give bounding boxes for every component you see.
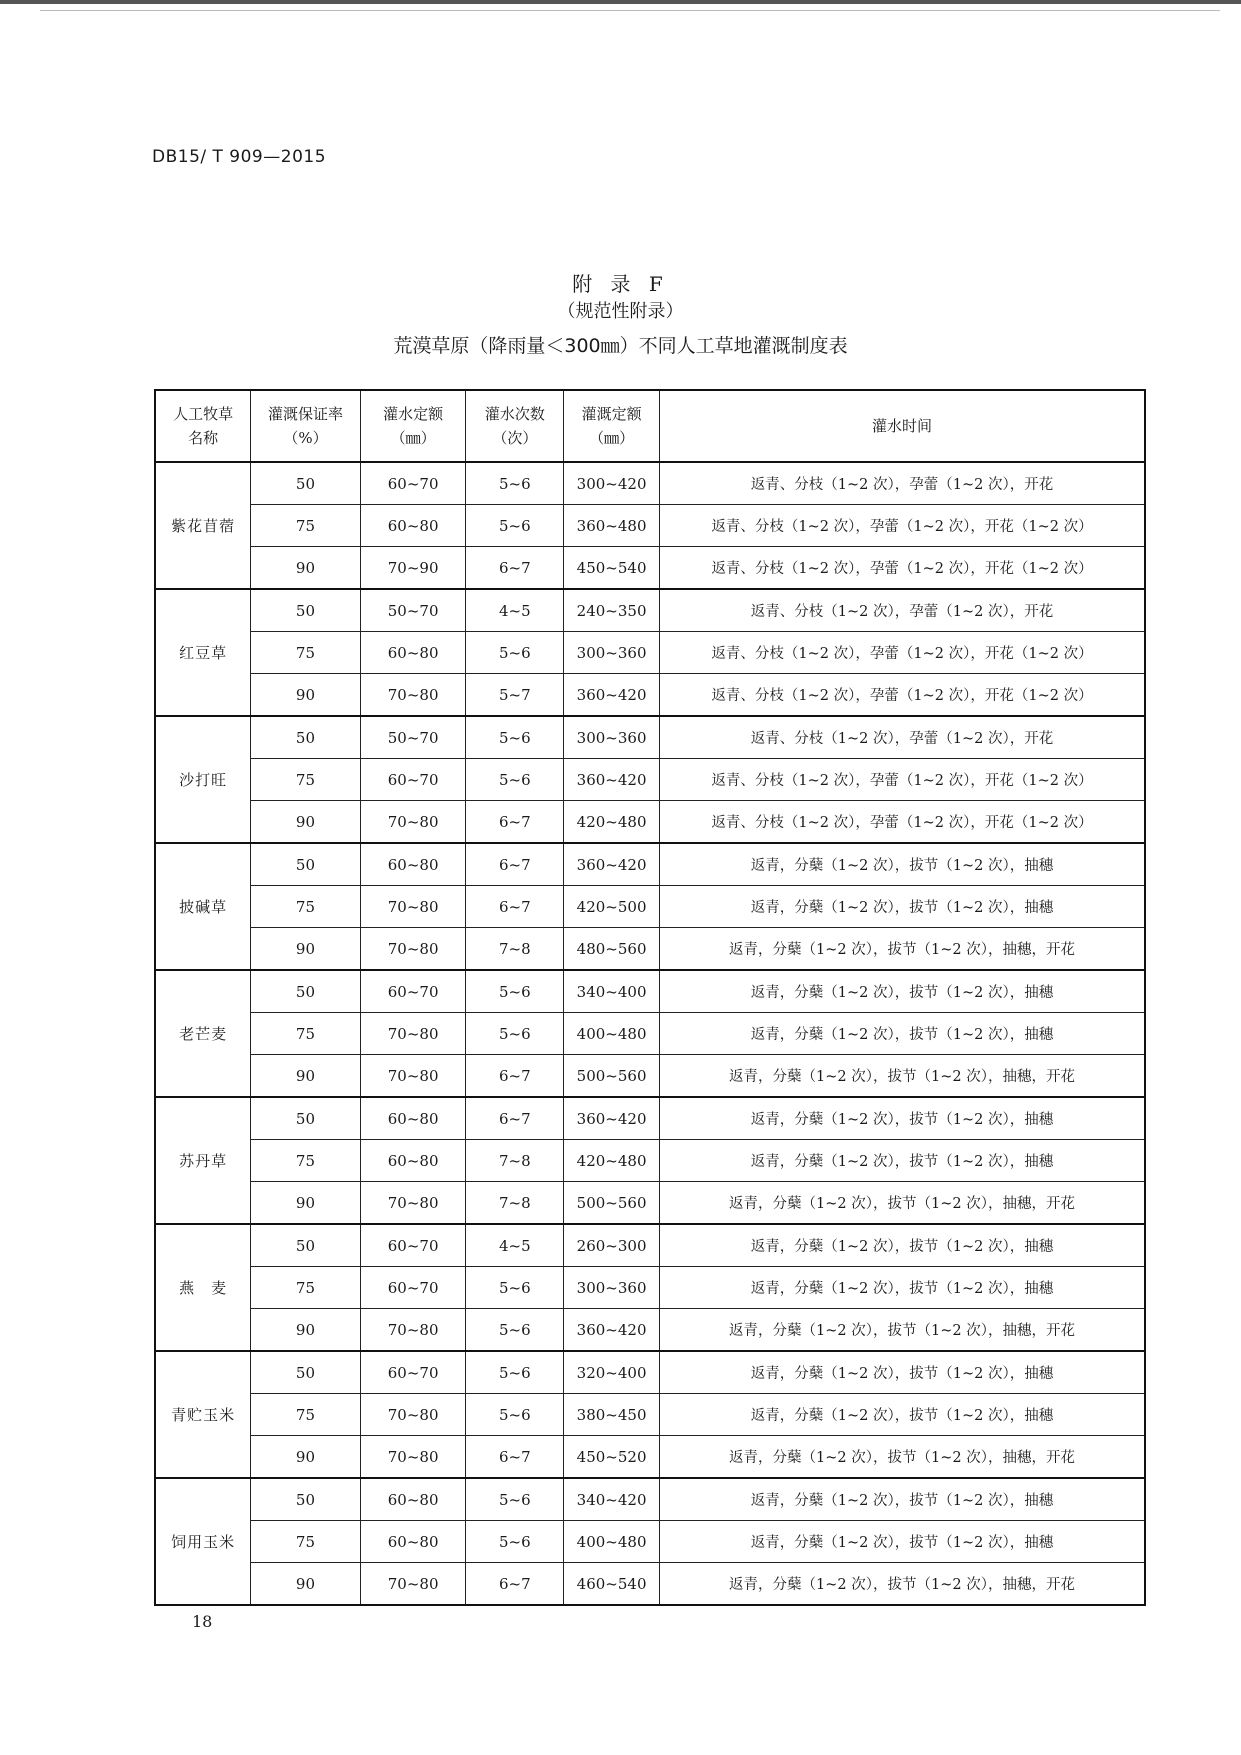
irrigation-times-cell: 5~6 bbox=[466, 1478, 564, 1521]
irrigation-quota-cell: 460~540 bbox=[564, 1563, 660, 1606]
guarantee-rate-cell: 75 bbox=[251, 1267, 361, 1309]
irrigation-times-cell: 6~7 bbox=[466, 886, 564, 928]
irrigation-quota-cell: 400~480 bbox=[564, 1013, 660, 1055]
irrigation-times-cell: 5~6 bbox=[466, 462, 564, 505]
irrigation-times-cell: 4~5 bbox=[466, 589, 564, 632]
crop-name-cell: 红豆草 bbox=[155, 589, 251, 716]
water-quota-cell: 70~80 bbox=[360, 1013, 466, 1055]
table-row bbox=[155, 970, 1145, 1013]
header-water-quota: 灌水定额 （㎜） bbox=[360, 390, 466, 462]
irrigation-times-cell: 6~7 bbox=[466, 547, 564, 590]
guarantee-rate-cell: 75 bbox=[251, 886, 361, 928]
scan-top-rule bbox=[40, 10, 1220, 11]
guarantee-rate-cell: 90 bbox=[251, 1182, 361, 1225]
guarantee-rate-cell: 75 bbox=[251, 1013, 361, 1055]
appendix-title: 附 录 F bbox=[572, 272, 669, 296]
guarantee-rate-cell: 75 bbox=[251, 759, 361, 801]
table-row bbox=[155, 632, 1145, 674]
irrigation-timing-cell: 返青、分枝（1~2 次），孕蕾（1~2 次），开花（1~2 次） bbox=[660, 801, 1145, 844]
irrigation-times-cell: 7~8 bbox=[466, 1140, 564, 1182]
table-row bbox=[155, 547, 1145, 590]
irrigation-quota-cell: 400~480 bbox=[564, 1521, 660, 1563]
irrigation-timing-cell: 返青、分枝（1~2 次），孕蕾（1~2 次），开花（1~2 次） bbox=[660, 547, 1145, 590]
irrigation-timing-cell: 返青、分枝（1~2 次），孕蕾（1~2 次），开花 bbox=[660, 462, 1145, 505]
scan-top-border bbox=[0, 0, 1241, 4]
table-row bbox=[155, 886, 1145, 928]
irrigation-timing-cell: 返青，分蘖（1~2 次），拔节（1~2 次），抽穗 bbox=[660, 970, 1145, 1013]
irrigation-times-cell: 6~7 bbox=[466, 843, 564, 886]
crop-name-cell: 沙打旺 bbox=[155, 716, 251, 843]
guarantee-rate-cell: 50 bbox=[251, 970, 361, 1013]
irrigation-timing-cell: 返青，分蘖（1~2 次），拔节（1~2 次），抽穗 bbox=[660, 1224, 1145, 1267]
irrigation-quota-cell: 480~560 bbox=[564, 928, 660, 971]
irrigation-times-cell: 6~7 bbox=[466, 801, 564, 844]
guarantee-rate-cell: 90 bbox=[251, 547, 361, 590]
water-quota-cell: 70~80 bbox=[360, 928, 466, 971]
header-crop-name: 人工牧草 名称 bbox=[155, 390, 251, 462]
irrigation-times-cell: 5~7 bbox=[466, 674, 564, 717]
water-quota-cell: 60~70 bbox=[360, 759, 466, 801]
guarantee-rate-cell: 50 bbox=[251, 716, 361, 759]
water-quota-cell: 60~80 bbox=[360, 1097, 466, 1140]
crop-name-cell: 饲用玉米 bbox=[155, 1478, 251, 1605]
water-quota-cell: 70~80 bbox=[360, 674, 466, 717]
table-row bbox=[155, 716, 1145, 759]
table-row bbox=[155, 1309, 1145, 1352]
irrigation-quota-cell: 360~420 bbox=[564, 843, 660, 886]
guarantee-rate-cell: 50 bbox=[251, 1478, 361, 1521]
irrigation-timing-cell: 返青，分蘖（1~2 次），拔节（1~2 次），抽穗 bbox=[660, 886, 1145, 928]
irrigation-quota-cell: 300~360 bbox=[564, 632, 660, 674]
irrigation-quota-cell: 340~400 bbox=[564, 970, 660, 1013]
water-quota-cell: 60~80 bbox=[360, 632, 466, 674]
table-row bbox=[155, 1182, 1145, 1225]
table-row bbox=[155, 1267, 1145, 1309]
guarantee-rate-cell: 50 bbox=[251, 1224, 361, 1267]
irrigation-timing-cell: 返青，分蘖（1~2 次），拔节（1~2 次），抽穗 bbox=[660, 1394, 1145, 1436]
guarantee-rate-cell: 90 bbox=[251, 1055, 361, 1098]
water-quota-cell: 70~80 bbox=[360, 1182, 466, 1225]
irrigation-quota-cell: 420~500 bbox=[564, 886, 660, 928]
irrigation-quota-cell: 420~480 bbox=[564, 801, 660, 844]
guarantee-rate-cell: 90 bbox=[251, 1563, 361, 1606]
irrigation-times-cell: 4~5 bbox=[466, 1224, 564, 1267]
table-row bbox=[155, 1097, 1145, 1140]
table-row bbox=[155, 1563, 1145, 1606]
guarantee-rate-cell: 75 bbox=[251, 632, 361, 674]
guarantee-rate-cell: 50 bbox=[251, 589, 361, 632]
irrigation-timing-cell: 返青、分枝（1~2 次），孕蕾（1~2 次），开花（1~2 次） bbox=[660, 759, 1145, 801]
water-quota-cell: 60~80 bbox=[360, 1478, 466, 1521]
irrigation-timing-cell: 返青，分蘖（1~2 次），拔节（1~2 次），抽穗 bbox=[660, 1140, 1145, 1182]
crop-name-cell: 燕 麦 bbox=[155, 1224, 251, 1351]
irrigation-times-cell: 6~7 bbox=[466, 1563, 564, 1606]
irrigation-quota-cell: 450~540 bbox=[564, 547, 660, 590]
irrigation-timing-cell: 返青，分蘖（1~2 次），拔节（1~2 次），抽穗，开花 bbox=[660, 1309, 1145, 1352]
water-quota-cell: 70~80 bbox=[360, 1055, 466, 1098]
table-caption: 荒漠草原（降雨量＜300㎜）不同人工草地灌溉制度表 bbox=[393, 335, 848, 357]
water-quota-cell: 70~80 bbox=[360, 1563, 466, 1606]
page-number: 18 bbox=[192, 1612, 213, 1631]
water-quota-cell: 70~80 bbox=[360, 801, 466, 844]
irrigation-timing-cell: 返青，分蘖（1~2 次），拔节（1~2 次），抽穗 bbox=[660, 843, 1145, 886]
irrigation-quota-cell: 360~420 bbox=[564, 1097, 660, 1140]
irrigation-quota-cell: 500~560 bbox=[564, 1055, 660, 1098]
irrigation-timing-cell: 返青，分蘖（1~2 次），拔节（1~2 次），抽穗，开花 bbox=[660, 928, 1145, 971]
irrigation-quota-cell: 360~420 bbox=[564, 1309, 660, 1352]
irrigation-timing-cell: 返青、分枝（1~2 次），孕蕾（1~2 次），开花（1~2 次） bbox=[660, 632, 1145, 674]
irrigation-quota-cell: 360~420 bbox=[564, 674, 660, 717]
irrigation-times-cell: 5~6 bbox=[466, 1309, 564, 1352]
crop-name-cell: 青贮玉米 bbox=[155, 1351, 251, 1478]
irrigation-times-cell: 6~7 bbox=[466, 1097, 564, 1140]
irrigation-times-cell: 5~6 bbox=[466, 1013, 564, 1055]
irrigation-timing-cell: 返青、分枝（1~2 次），孕蕾（1~2 次），开花 bbox=[660, 716, 1145, 759]
irrigation-timing-cell: 返青，分蘖（1~2 次），拔节（1~2 次），抽穗 bbox=[660, 1521, 1145, 1563]
table-row bbox=[155, 928, 1145, 971]
irrigation-times-cell: 7~8 bbox=[466, 928, 564, 971]
table-row bbox=[155, 1013, 1145, 1055]
guarantee-rate-cell: 50 bbox=[251, 1351, 361, 1394]
irrigation-quota-cell: 500~560 bbox=[564, 1182, 660, 1225]
guarantee-rate-cell: 75 bbox=[251, 1521, 361, 1563]
table-header-row bbox=[155, 390, 1145, 462]
table-row bbox=[155, 589, 1145, 632]
irrigation-quota-cell: 380~450 bbox=[564, 1394, 660, 1436]
irrigation-quota-cell: 320~400 bbox=[564, 1351, 660, 1394]
water-quota-cell: 60~70 bbox=[360, 1267, 466, 1309]
table-row bbox=[155, 1394, 1145, 1436]
guarantee-rate-cell: 50 bbox=[251, 843, 361, 886]
irrigation-quota-cell: 240~350 bbox=[564, 589, 660, 632]
irrigation-quota-cell: 300~360 bbox=[564, 716, 660, 759]
irrigation-times-cell: 5~6 bbox=[466, 1267, 564, 1309]
water-quota-cell: 70~80 bbox=[360, 886, 466, 928]
irrigation-quota-cell: 420~480 bbox=[564, 1140, 660, 1182]
irrigation-timing-cell: 返青，分蘖（1~2 次），拔节（1~2 次），抽穗 bbox=[660, 1267, 1145, 1309]
irrigation-times-cell: 5~6 bbox=[466, 759, 564, 801]
table-row bbox=[155, 1436, 1145, 1479]
crop-name-cell: 老芒麦 bbox=[155, 970, 251, 1097]
irrigation-times-cell: 5~6 bbox=[466, 1394, 564, 1436]
water-quota-cell: 60~70 bbox=[360, 1224, 466, 1267]
irrigation-times-cell: 6~7 bbox=[466, 1436, 564, 1479]
standard-code: DB15/ T 909—2015 bbox=[152, 147, 327, 167]
appendix-type: （规范性附录） bbox=[557, 301, 684, 322]
irrigation-timing-cell: 返青，分蘖（1~2 次），拔节（1~2 次），抽穗 bbox=[660, 1478, 1145, 1521]
irrigation-times-cell: 5~6 bbox=[466, 1521, 564, 1563]
crop-name-cell: 苏丹草 bbox=[155, 1097, 251, 1224]
guarantee-rate-cell: 75 bbox=[251, 505, 361, 547]
irrigation-timing-cell: 返青，分蘖（1~2 次），拔节（1~2 次），抽穗 bbox=[660, 1351, 1145, 1394]
water-quota-cell: 60~70 bbox=[360, 970, 466, 1013]
guarantee-rate-cell: 75 bbox=[251, 1140, 361, 1182]
water-quota-cell: 60~80 bbox=[360, 843, 466, 886]
table-row bbox=[155, 1478, 1145, 1521]
table-row bbox=[155, 759, 1145, 801]
table-row bbox=[155, 462, 1145, 505]
irrigation-times-cell: 5~6 bbox=[466, 505, 564, 547]
irrigation-timing-cell: 返青，分蘖（1~2 次），拔节（1~2 次），抽穗 bbox=[660, 1097, 1145, 1140]
guarantee-rate-cell: 50 bbox=[251, 462, 361, 505]
water-quota-cell: 70~80 bbox=[360, 1436, 466, 1479]
water-quota-cell: 60~70 bbox=[360, 462, 466, 505]
table-row bbox=[155, 1140, 1145, 1182]
irrigation-timing-cell: 返青、分枝（1~2 次），孕蕾（1~2 次），开花（1~2 次） bbox=[660, 674, 1145, 717]
water-quota-cell: 70~90 bbox=[360, 547, 466, 590]
irrigation-times-cell: 5~6 bbox=[466, 1351, 564, 1394]
irrigation-times-cell: 5~6 bbox=[466, 632, 564, 674]
header-irrigation-quota: 灌溉定额 （㎜） bbox=[564, 390, 660, 462]
irrigation-timing-cell: 返青，分蘖（1~2 次），拔节（1~2 次），抽穗，开花 bbox=[660, 1055, 1145, 1098]
water-quota-cell: 70~80 bbox=[360, 1394, 466, 1436]
table-row bbox=[155, 1055, 1145, 1098]
irrigation-quota-cell: 300~360 bbox=[564, 1267, 660, 1309]
guarantee-rate-cell: 90 bbox=[251, 801, 361, 844]
water-quota-cell: 60~80 bbox=[360, 1521, 466, 1563]
irrigation-quota-cell: 360~480 bbox=[564, 505, 660, 547]
table-row bbox=[155, 674, 1145, 717]
irrigation-timing-cell: 返青、分枝（1~2 次），孕蕾（1~2 次），开花 bbox=[660, 589, 1145, 632]
irrigation-timing-cell: 返青，分蘖（1~2 次），拔节（1~2 次），抽穗 bbox=[660, 1013, 1145, 1055]
water-quota-cell: 60~80 bbox=[360, 505, 466, 547]
table-row bbox=[155, 505, 1145, 547]
header-irrigation-timing: 灌水时间 bbox=[660, 390, 1145, 462]
irrigation-times-cell: 5~6 bbox=[466, 970, 564, 1013]
irrigation-quota-cell: 300~420 bbox=[564, 462, 660, 505]
irrigation-timing-cell: 返青，分蘖（1~2 次），拔节（1~2 次），抽穗，开花 bbox=[660, 1182, 1145, 1225]
water-quota-cell: 50~70 bbox=[360, 716, 466, 759]
table-body bbox=[155, 462, 1145, 1605]
table-row bbox=[155, 843, 1145, 886]
table-row bbox=[155, 801, 1145, 844]
table-row bbox=[155, 1351, 1145, 1394]
crop-name-cell: 披碱草 bbox=[155, 843, 251, 970]
water-quota-cell: 50~70 bbox=[360, 589, 466, 632]
water-quota-cell: 60~70 bbox=[360, 1351, 466, 1394]
guarantee-rate-cell: 90 bbox=[251, 928, 361, 971]
irrigation-quota-cell: 360~420 bbox=[564, 759, 660, 801]
irrigation-timing-cell: 返青，分蘖（1~2 次），拔节（1~2 次），抽穗，开花 bbox=[660, 1436, 1145, 1479]
irrigation-times-cell: 7~8 bbox=[466, 1182, 564, 1225]
table-row bbox=[155, 1521, 1145, 1563]
irrigation-quota-cell: 450~520 bbox=[564, 1436, 660, 1479]
guarantee-rate-cell: 75 bbox=[251, 1394, 361, 1436]
water-quota-cell: 70~80 bbox=[360, 1309, 466, 1352]
irrigation-timing-cell: 返青、分枝（1~2 次），孕蕾（1~2 次），开花（1~2 次） bbox=[660, 505, 1145, 547]
water-quota-cell: 60~80 bbox=[360, 1140, 466, 1182]
guarantee-rate-cell: 50 bbox=[251, 1097, 361, 1140]
irrigation-times-cell: 5~6 bbox=[466, 716, 564, 759]
irrigation-times-cell: 6~7 bbox=[466, 1055, 564, 1098]
header-irrigation-times: 灌水次数 （次） bbox=[466, 390, 564, 462]
irrigation-timing-cell: 返青，分蘖（1~2 次），拔节（1~2 次），抽穗，开花 bbox=[660, 1563, 1145, 1606]
header-guarantee-rate: 灌溉保证率 （%） bbox=[251, 390, 361, 462]
guarantee-rate-cell: 90 bbox=[251, 1309, 361, 1352]
guarantee-rate-cell: 90 bbox=[251, 1436, 361, 1479]
irrigation-schedule-table bbox=[154, 389, 1146, 1606]
irrigation-quota-cell: 340~420 bbox=[564, 1478, 660, 1521]
guarantee-rate-cell: 90 bbox=[251, 674, 361, 717]
crop-name-cell: 紫花苜蓿 bbox=[155, 462, 251, 589]
table-row bbox=[155, 1224, 1145, 1267]
irrigation-quota-cell: 260~300 bbox=[564, 1224, 660, 1267]
